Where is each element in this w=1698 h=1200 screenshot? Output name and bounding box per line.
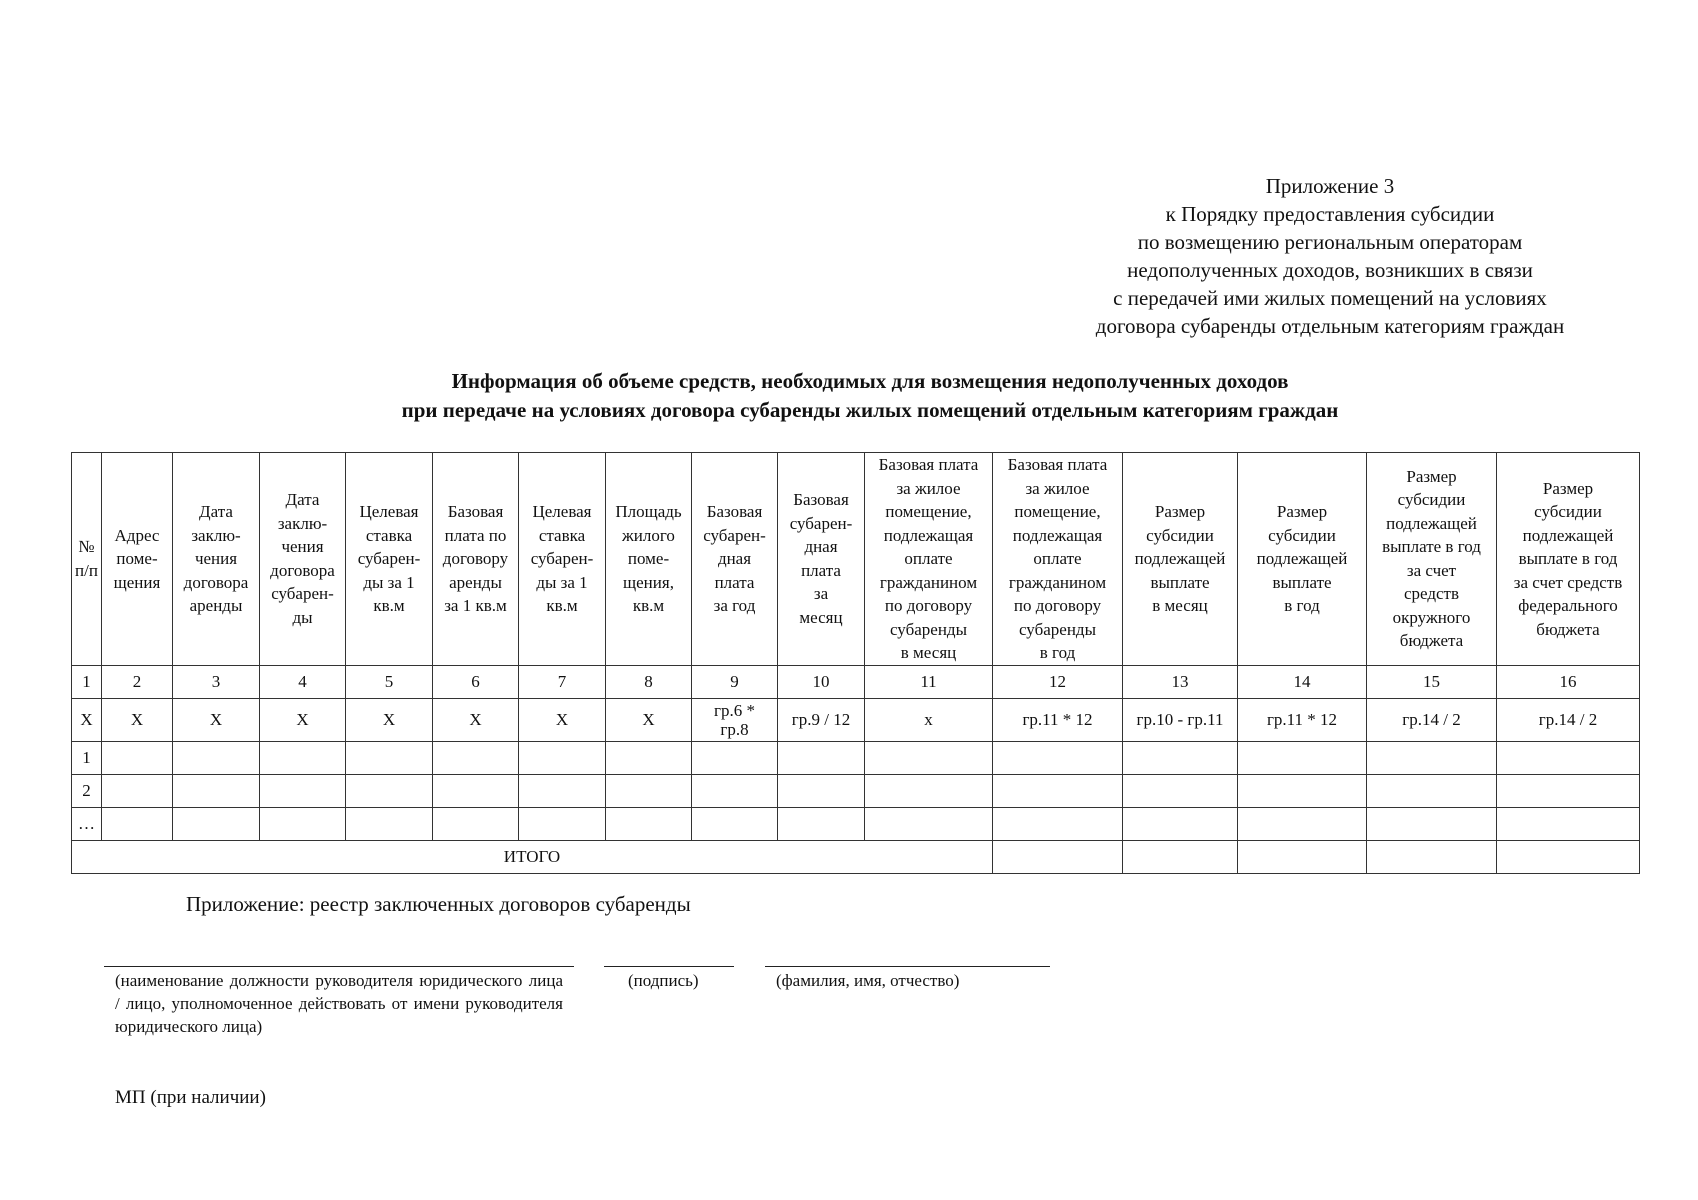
column-formula: Х [102,698,173,741]
table-cell [433,741,519,774]
table-cell [778,774,865,807]
table-cell [346,807,433,840]
column-formula: Х [519,698,606,741]
total-cell [1367,840,1497,873]
table-cell [1367,807,1497,840]
table-cell [519,807,606,840]
column-number: 7 [519,665,606,698]
total-cell [1238,840,1367,873]
table-cell [1497,774,1640,807]
appendix-line: с передачей ими жилых помещений на условиях [1113,286,1547,310]
table-cell [865,741,993,774]
table-cell [260,741,346,774]
column-header: Размер субсидии подлежащей выплате в год за счет средств федерального бюджета [1497,453,1640,666]
table-cell [173,774,260,807]
column-header: Размер субсидии подлежащей выплате в год за счет средств окружного бюджета [1367,453,1497,666]
table-cell [519,774,606,807]
title-line-2: при передаче на условиях договора субаренды жилых помещений отдельным категориям граждан [401,398,1339,422]
column-number: 12 [993,665,1123,698]
formula-row [72,698,1640,741]
column-header: Базовая субарен- дная плата за год [692,453,778,666]
row-number: 2 [72,774,102,807]
table-row [72,774,1640,807]
table-cell [993,741,1123,774]
total-label: ИТОГО [72,840,993,873]
table-cell [1238,774,1367,807]
table-cell [606,807,692,840]
column-formula: Х [433,698,519,741]
column-number: 13 [1123,665,1238,698]
table-cell [865,774,993,807]
table-cell [102,807,173,840]
table-cell [865,807,993,840]
column-formula: х [865,698,993,741]
column-number: 11 [865,665,993,698]
column-number: 3 [173,665,260,698]
table-cell [102,774,173,807]
column-header: Целевая ставка субарен- ды за 1 кв.м [346,453,433,666]
table-cell [692,774,778,807]
table-cell [778,807,865,840]
table-cell [1497,741,1640,774]
column-header: Базовая субарен- дная плата за месяц [778,453,865,666]
position-caption: (наименование должности руководителя юридического лица / лицо, уполномоченное действовать от имени руководителя юридического лица) [115,971,563,1036]
table-cell [102,741,173,774]
table-row [72,741,1640,774]
column-formula: гр.6 * гр.8 [692,698,778,741]
title-line-1: Информация об объеме средств, необходимых для возмещения недополученных доходов [451,369,1289,393]
table-cell [346,774,433,807]
column-number: 10 [778,665,865,698]
column-header: Площадь жилого поме- щения, кв.м [606,453,692,666]
column-header: Адрес поме- щения [102,453,173,666]
total-cell [1497,840,1640,873]
table-cell [778,741,865,774]
table-cell [1123,741,1238,774]
sign-signature-line [604,966,734,967]
appendix-line: к Порядку предоставления субсидии [1165,202,1495,226]
document-title [70,367,1670,425]
column-header: Базовая плата по договору аренды за 1 кв.м [433,453,519,666]
table-cell [1238,741,1367,774]
table-cell [519,741,606,774]
column-header: № п/п [72,453,102,666]
table-cell [1367,741,1497,774]
column-header: Дата заклю- чения договора субарен- ды [260,453,346,666]
table-cell [346,741,433,774]
row-number: … [72,807,102,840]
column-formula: Х [606,698,692,741]
appendix-header [1040,172,1620,340]
column-header: Дата заклю- чения договора аренды [173,453,260,666]
column-formula: гр.14 / 2 [1497,698,1640,741]
column-header: Базовая плата за жилое помещение, подлежащая оплате гражданином по договору субаренды в месяц [865,453,993,666]
subsidy-table [71,452,1640,874]
table-cell [1367,774,1497,807]
sign-caption: (подпись) [628,971,699,990]
total-row [72,840,1640,873]
table-cell [1123,774,1238,807]
appendix-line: договора субаренды отдельным категориям граждан [1095,314,1565,338]
table-cell [692,741,778,774]
column-number: 2 [102,665,173,698]
column-number: 16 [1497,665,1640,698]
column-number: 6 [433,665,519,698]
column-formula: гр.11 * 12 [1238,698,1367,741]
total-cell [1123,840,1238,873]
column-number: 8 [606,665,692,698]
column-formula: Х [72,698,102,741]
column-number: 15 [1367,665,1497,698]
table-cell [260,807,346,840]
column-number: 14 [1238,665,1367,698]
column-header: Базовая плата за жилое помещение, подлежащая оплате гражданином по договору субаренды в год [993,453,1123,666]
column-formula: гр.10 - гр.11 [1123,698,1238,741]
table-cell [993,807,1123,840]
column-number: 4 [260,665,346,698]
name-caption: (фамилия, имя, отчество) [776,971,960,990]
appendix-line: недополученных доходов, возникших в связи [1127,258,1533,282]
name-signature-line [765,966,1050,967]
table-cell [433,774,519,807]
stamp-note: МП (при наличии) [115,1087,266,1108]
column-formula: Х [346,698,433,741]
column-formula: Х [173,698,260,741]
table-cell [1238,807,1367,840]
column-header: Размер субсидии подлежащей выплате в год [1238,453,1367,666]
column-number: 5 [346,665,433,698]
position-signature-line [104,966,574,967]
column-number: 1 [72,665,102,698]
table-cell [606,774,692,807]
appendix-line: Приложение 3 [1265,174,1395,198]
table-cell [260,774,346,807]
column-number-row [72,665,1640,698]
table-cell [173,741,260,774]
column-formula: гр.14 / 2 [1367,698,1497,741]
table-cell [1497,807,1640,840]
attachment-note: Приложение: реестр заключенных договоров субаренды [186,892,691,916]
column-header: Размер субсидии подлежащей выплате в месяц [1123,453,1238,666]
column-formula: Х [260,698,346,741]
table-cell [606,741,692,774]
table-cell [1123,807,1238,840]
table-cell [993,774,1123,807]
table-cell [433,807,519,840]
total-cell [993,840,1123,873]
appendix-line: по возмещению региональным операторам [1137,230,1523,254]
column-number: 9 [692,665,778,698]
table-row [72,807,1640,840]
column-formula: гр.11 * 12 [993,698,1123,741]
header-row [72,453,1640,666]
row-number: 1 [72,741,102,774]
table-cell [173,807,260,840]
column-formula: гр.9 / 12 [778,698,865,741]
table-cell [692,807,778,840]
column-header: Целевая ставка субарен- ды за 1 кв.м [519,453,606,666]
